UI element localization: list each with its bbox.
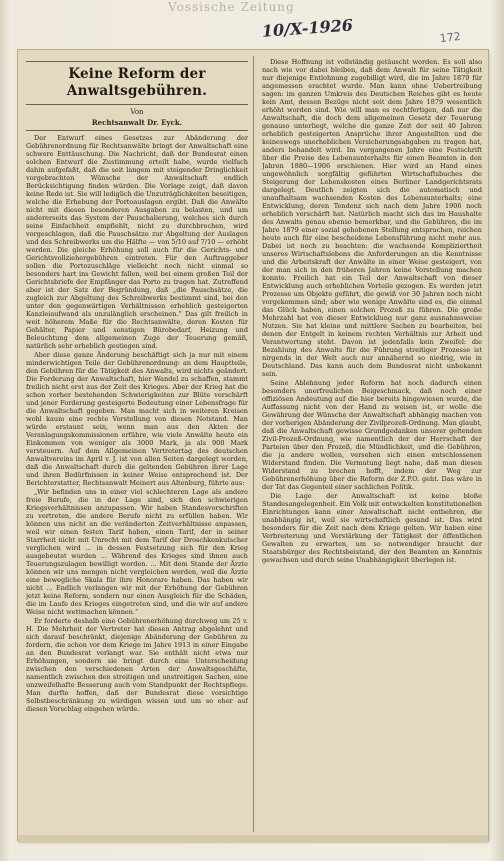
top-rule bbox=[26, 61, 248, 62]
paragraph: „Wir befinden uns in einer viel schlechteren Lage als andere freie Berufe, die in der Lage sind, sich den schwierigen Kriegsverhältnissen anzupassen. Wir haben Standesvorschriften zu vertreten, die andere Berufe nicht zu erfüllen haben. Wir können uns nicht an die veränderten Zeitverhältnisse anpassen, weil wir einen festen Tarif haben, einen Tarif, der in seiner Starrheit nicht mit Unrecht mit dem Tarif der Droschkenkutscher verglichen wird ... in dessen Festsetzung sich für den Krieg ausgebeutet wurden ... Während des Krieges sind ihnen auch Teuerungszulagen bewilligt worden. ... Mit dem Stande der Ärzte können wir uns mengen nicht vergleichen werden, weil die Ärzte eine bewegliche Skala für ihre Honorare haben. Das haben wir nicht ... Endlich verlangen wir mit der Erhöhung der Gebühren jetzt keine Reform, sondern nur einen Ausgleich für die Schäden, die im Laufe des Krieges eingetreten sind, und die wir auf andere Weise nicht wettmachen können.“ bbox=[26, 488, 248, 616]
paragraph: Die Lage der Anwaltschaft ist keine bloße Standesangelegenheit. Ein Volk mit entwickelten konstitutionellen Einrichtungen kann einer Anwaltschaft nicht entbehren, die unabhängig ist, weil sie wirtschaftlich gesund ist. Das wird besonders für die Zeit nach dem Kriege gelten. Wir haben eine Verbreiterung und Verstärkung der Tätigkeit der öffentlichen Gewalten zu erwarten, um so notwendiger braucht der Staatsbürger des Rechtsbeistand, der den Beamten an Kenntnis gewachsen und durch seine Unabhängigkeit überlegen ist. bbox=[262, 492, 482, 564]
handwritten-note: 172 bbox=[439, 29, 462, 46]
headline-rule bbox=[26, 104, 248, 105]
paragraph: Diese Hoffnung ist vollständig getäuscht worden. Es soll also nach wie vor dabei bleiben, daß dem Anwalt für seine Tätigkeit nur diejenige Entlohnung zugebilligt wird, die im Jahre 1879 für angemessen erachtet wurde. Man kann ohne Uebertreibung sagen: im ganzen Umkreis des Deutschen Reiches gibt es heute kein Amt, dessen Bezüge nicht seit dem Jahre 1879 wesentlich erhöht worden sind. Wie will man es rechtfertigen, daß nur die Anwaltschaft, die doch dem allgemeinen Gesetz der Teuerung genauso unterliegt, welche die ganze Zeit der seit 40 Jahren erheblich gesteigerten Ansprüche ihrer Angestellten und die keineswegs unerheblichen Versicherungsabgaben zu tragen hat, anders behandelt wird. Im vergangenen Jahre eine Festschrift über die Preise des Lebensunterhalts für einen Beamten in den Jahren 1880—1906 erschienen. Hier wird an Hand eines ungewöhnlich sorgfältig geführten Wirtschaftsbuches die Steigerung der Lebenskosten eines Berliner Landgerichtsrats dargelegt. Deutlich zeigten sich die automatisch und unaufhaltsam wachsenden Kosten des Lebensunterhalts; eine Entwicklung, deren Tendenz sich nach dem Jahre 1906 noch erheblich verschärft hat. Natürlich macht sich das im Haushalte des Anwalts genau ebenso bemerkbar, und die Gebühren, die im Jahre 1879 einer sozial gehobenen Stellung entsprachen, reichen heute auch für eine bescheidene Lebensführung nicht mehr aus. Dabei ist noch zu beachten: die wachsende Kompliziertheit unseres Wirtschaftslebens die Anforderungen an die Kenntnisse und die Arbeitskraft der Anwälte in einer Weise gesteigert, von der man sich in den früheren Jahren keine Vorstellung machen konnte. Freilich hat ein Teil der Anwaltschaft von dieser Entwicklung auch erheblichen Vorteile gezogen. Es werden jetzt Prozesse um Objekte geführt, die gewiß vor 30 Jahren noch nicht vorgekommen sind; aber wie wenige Anwälte sind es, die einmal das Glück haben, einen solchen Prozeß zu führen. Die große Mehrzahl hat von dieser Entwicklung nur ganz ausnahmsweise Nutzen. Sie hat kleine und mittlere Sachen zu bearbeiten, bei denen der Entgelt in keinem rechten Verhältnis zur Arbeit und Verantwortung steht. Davon ist jedenfalls kein Zweifel: die Bezahlung des Anwalts für die Führung streitiger Prozesse ist nirgends in der Welt auch nur annähernd so niedrig, wie in Deutschland. Das kann auch dem Bundesrat nicht unbekannt sein. bbox=[262, 58, 482, 378]
paragraph: Er forderte deshalb eine Gebührenerhöhung durchweg um 25 v. H. Die Mehrheit der Vertreter hat diesen Antrag abgelehnt und sich darauf beschränkt, diejenige Abänderung der Gebühren zu fordern, die schon vor dem Kriege im Jahre 1913 in einer Eingabe an den Bundesrat verlangt war. Sie enthält nicht etwa nur Erhöhungen, sondern sie bringt durch eine Unterscheidung zwischen den verschiedenen Arten der Anwaltsgeschäfte, namentlich zwischen den streitigen und unstreitigen Sachen, eine unzweifelhafte Besserung auch vom Standpunkt der Rechtspflege. Man durfte hoffen, daß der Bundesrat diese vorsichtige Selbstbeschränkung zu würdigen wissen und um so eher auf diesen Vorschlag eingehen würde. bbox=[26, 617, 248, 713]
byline-von: Von bbox=[130, 108, 144, 116]
byline-rule bbox=[26, 130, 248, 131]
article-headline: Keine Reform der Anwaltsgebühren. bbox=[66, 66, 208, 99]
left-column bbox=[26, 58, 248, 828]
handwritten-date: 10/X-1926 bbox=[261, 15, 354, 41]
paragraph: Seine Ablehnung jeder Reform hat noch dadurch einen besonders unerfreulichen Beigeschmack, daß noch einer offiziösen Andeutung auf die hier bereits hingewiesen wurde, die Auffassung nicht von der Hand zu weisen ist, er wolle die Gewährung der Wünsche der Anwaltschaft abhängig machen von der vorherigen Abänderung der Zivilprozeß-Ordnung. Man glaubt, daß die Anwaltschaft gewisse Grundgedanken unserer geltenden Zivil-Prozeß-Ordnung, wie namentlich der der Herrschaft der Parteien über den Prozeß, die Mündlichkeit, und die Gebühren, die ja andere wollen, versehen sich einen entschlossenen Widerstand finden. Die Vermutung liegt nahe, daß man diesen Widerstand zu brechen hofft, indem der Weg zur Gebührenerhöhung über die Reform der Z.P.O. geht. Das wäre in der Tat das Gegenteil einer sachlichen Politik. bbox=[262, 379, 482, 491]
column-divider bbox=[253, 56, 254, 832]
byline-author: Rechtsanwalt Dr. Eyck. bbox=[91, 118, 183, 127]
paragraph: Der Entwurf eines Gesetzes zur Abänderung der Gebührenordnung für Rechtsanwälte bringt der Anwaltschaft eine schwere Enttäuschung. Die Nachricht, daß der Bundesrat einen solchen Entwurf die Zustimmung erteilt habe, wurde vielfach dahin aufgefaßt, daß die seit langem mit steigender Dringlichkeit vorgebrachten Wünsche der Anwaltschaft endlich Berücksichtigung finden würden. Die Vorlage zeigt, daß davon keine Rede ist. Sie will lediglich die Unzuträglichkeiten beseitigen, welche die Erhebung der Portoauslagen ergibt. Daß die Anwälte nicht mit diesen besonderen Ausgaben zu belasten, und um andererseits das System der Pauschalierung, welches sich durch seine Einfachheit empfiehlt, nicht zu durchbrechen, wird vorgeschlagen, daß die Pauschsätze zur Abgeltung der Auslagen und des Schreibwerks um die Hälfte — von 5/10 auf 7/10 — erhöht werden. Die gleiche Erhöhung soll auch für die Gerichts- und Gerichtsvollziehergebühren eintreten. Für den Auftraggeber sollen die Portozuschläge vielleicht noch nicht einmal so besonders hart ins Gewicht fallen, weil bei einem großen Teil der Gerichtsbriefe der Empfänger das Porto zu tragen hat. Zutreffend aber ist der Satz der Begründung, daß „die Pauschsätze, die zugleich zur Abgeltung des Schreibwerks bestimmt sind, bei den unter den gegenwärtigen Verhältnissen erheblich gesteigerten Kanzleiaufwand als unzulänglich erscheinen.“ Das gilt freilich in weit höherem Maße für die Rechtsanwälte, deren Kosten für Gehälter, Papier und sonstigen Bürobedarf, Heizung und Beleuchtung dem allgemeinen Zuge der Teuerung gemäß, natürlich sehr erheblich gestiegen sind. bbox=[26, 134, 248, 350]
paragraph: Aber diese ganze Änderung beschäftigt sich ja nur mit einem minderwichtigen Teile der Gebührenordnung: an dem Hauptteile, den Gebühren für die Tätigkeit des Anwalts, wird nichts geändert. Die Forderung der Anwaltschaft, hier Wandel zu schaffen, stammt freilich nicht erst aus der Zeit des Krieges. Aber der Krieg hat die schon vorher bestehenden Schwierigkeiten zur Blüte verschärft und jener Forderung gesteigerte Bedeutung einer Lebensfrage für die Anwaltschaft gegeben. Man macht sich in weiteren Kreisen wohl kaum eine rechte Vorstellung von diesen Notstand. Man würde erstaunt sein, wenn man aus den Akten der Veranlagungskommissionen erführe, wie viele Anwälte heute ein Einkommen von weniger als 3000 Mark, ja als 900 Mark versteuern. Auf dem Allgemeinen Vertretertag des deutschen Anwaltvereins im April v. J. ist von allen Seiten dargelegt worden, daß die Anwaltschaft durch die geltenden Gebühren ihrer Lage und ihren Bedürfnissen in keiner Weise entsprechend ist. Der Berichterstatter, Rechtsanwalt Meinert aus Altenburg, führte aus: bbox=[26, 351, 248, 487]
clipping-mount-strip bbox=[18, 835, 488, 843]
right-column bbox=[262, 58, 482, 828]
newspaper-clipping bbox=[18, 50, 488, 840]
newspaper-masthead: Vossische Zeitung bbox=[168, 0, 295, 14]
